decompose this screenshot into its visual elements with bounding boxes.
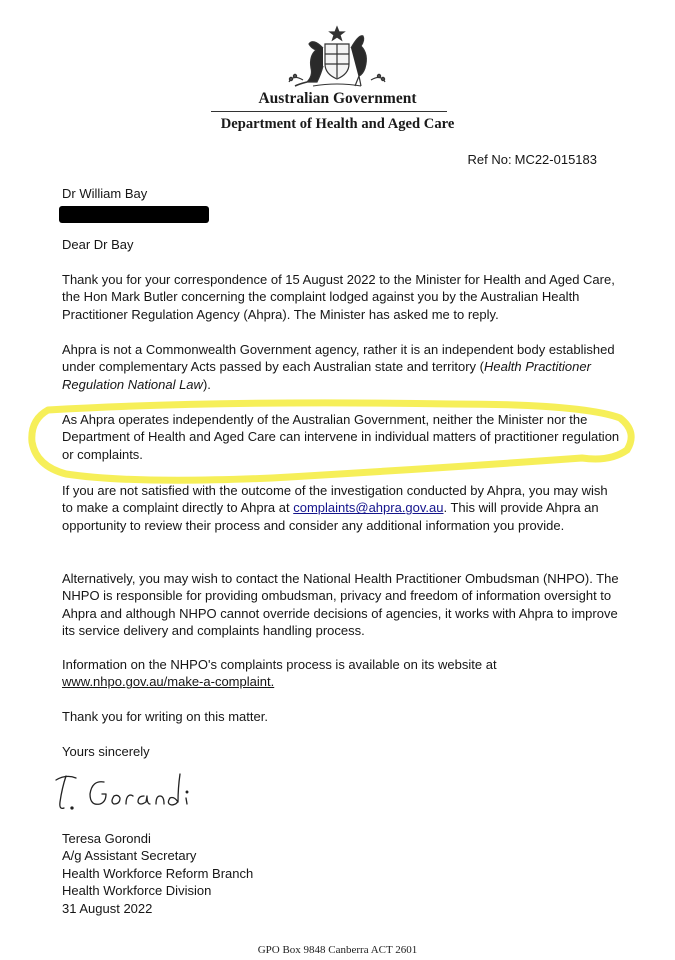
paragraph-2-tail: ). (202, 376, 211, 392)
paragraph-3-text: As Ahpra operates independently of the Australian Government, neither the Minister nor the Department of Health and Aged Care can intervene in individual matters of practitioner regulation or complaints. (62, 412, 620, 462)
signatory-block (62, 830, 622, 917)
paragraph-7: Thank you for writing on this matter. (62, 709, 268, 724)
redacted-address (59, 206, 209, 223)
paragraph-1 (62, 271, 622, 323)
paragraph-5-text: Alternatively, you may wish to contact the National Health Practitioner Ombudsman (NHPO). The NHPO is responsible for providing ombudsman, privacy and freedom of information oversight to Ahpra and although NHPO cannot override decisions of agencies, it works with Ahpra to improve its service delivery and complaints handling process. (62, 571, 619, 639)
closing: Yours sincerely (62, 744, 150, 759)
paragraph-3 (62, 411, 622, 463)
nhpo-complaint-link[interactable]: www.nhpo.gov.au/make-a-complaint. (62, 674, 275, 690)
signatory-division: Health Workforce Division (62, 883, 212, 899)
paragraph-4-tail: . This will provide Ahpra an opportunity to review their process and consider any additional information you provide. (62, 500, 599, 533)
law-name: Health Practitioner Regulation National Law (62, 359, 591, 392)
paragraph-4-lead: If you are not satisfied with the outcome of the investigation conducted by Ahpra, you may wish to make a complaint directly to Ahpra at (62, 483, 608, 516)
paragraph-6 (62, 656, 622, 691)
coat-of-arms-icon (283, 24, 391, 88)
letterhead-divider (211, 111, 447, 112)
paragraph-6-text (62, 656, 622, 691)
paragraph-2 (62, 341, 622, 393)
agency-name: Australian Government (258, 90, 417, 107)
salutation: Dear Dr Bay (62, 237, 134, 252)
letter-date: 31 August 2022 (62, 900, 153, 916)
ahpra-complaints-email-link[interactable]: complaints@ahpra.gov.au (293, 500, 444, 516)
signatory-branch: Health Workforce Reform Branch (62, 865, 254, 881)
paragraph-5 (62, 570, 622, 640)
ref-label: Ref No: (467, 152, 512, 167)
recipient-name: Dr William Bay (62, 186, 148, 201)
postal-address-footer: GPO Box 9848 Canberra ACT 2601 (257, 944, 418, 956)
paragraph-4 (62, 482, 622, 534)
paragraph-6-lead: Information on the NHPO's complaints process is available on its website at (62, 657, 497, 672)
signatory-name: Teresa Gorondi (62, 831, 151, 846)
signatory-title: A/g Assistant Secretary (62, 848, 197, 864)
paragraph-1-text: Thank you for your correspondence of 15 August 2022 to the Minister for Health and Aged Care, the Hon Mark Butler concerning the complaint lodged against you by the Australian Health Practitioner Regulation Agency (Ahpra). The Minister has asked me to reply. (62, 272, 615, 322)
reference-number (465, 152, 597, 167)
paragraph-2-text (62, 341, 622, 393)
ref-value: MC22-015183 (514, 152, 597, 167)
signature-image (48, 768, 218, 818)
paragraph-2-lead: Ahpra is not a Commonwealth Government agency, rather it is an independent body established under complementary Acts passed by each Australian state and territory ( (62, 342, 615, 375)
department-name: Department of Health and Aged Care (220, 116, 455, 132)
paragraph-4-text (62, 482, 622, 534)
